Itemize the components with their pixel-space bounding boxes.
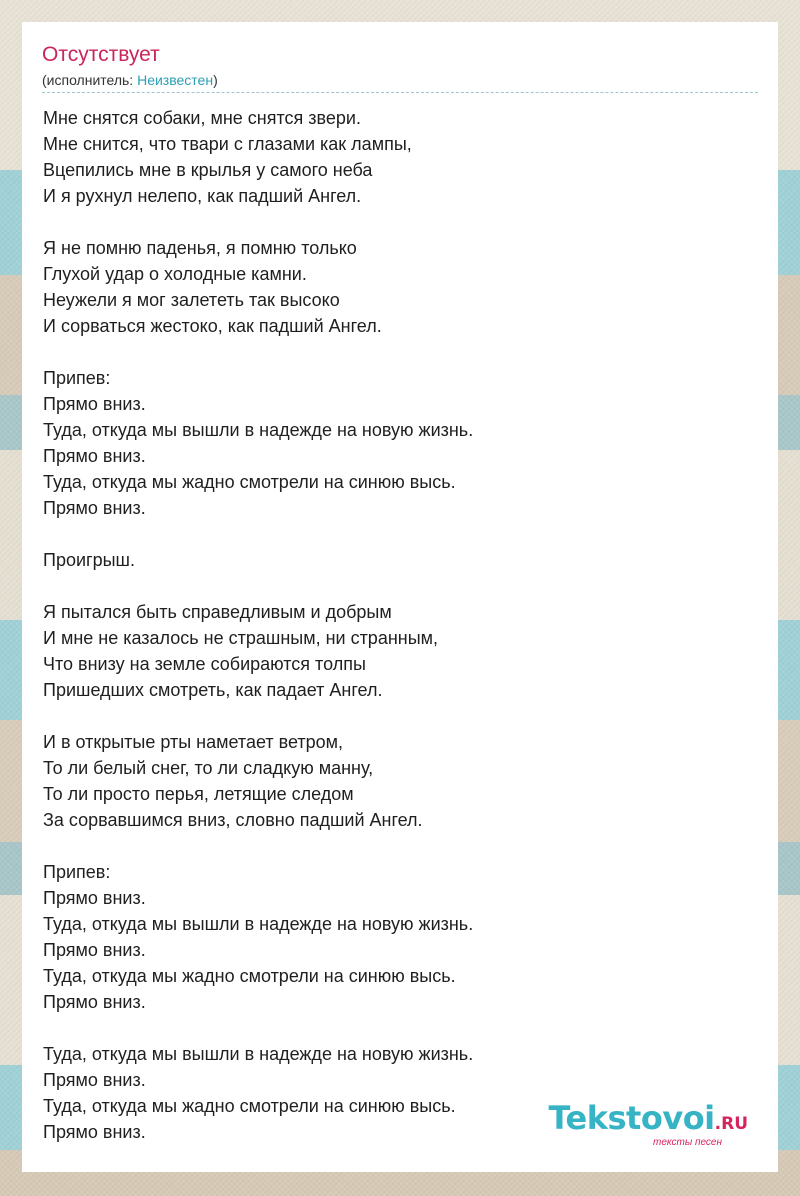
stanza-gap <box>43 521 759 547</box>
lyric-line: Прямо вниз. <box>43 394 146 414</box>
song-header <box>42 42 758 93</box>
performer-prefix: (исполнитель: <box>42 72 138 88</box>
lyrics-text <box>43 105 759 1145</box>
lyric-line: Прямо вниз. <box>43 940 146 960</box>
artist-link[interactable]: Неизвестен <box>137 72 214 88</box>
lyric-line: Прямо вниз. <box>43 1122 146 1142</box>
stanza-gap <box>43 833 759 859</box>
lyric-line: Туда, откуда мы жадно смотрели на синюю высь. <box>43 1096 456 1116</box>
lyric-line: Туда, откуда мы вышли в надежде на новую жизнь. <box>43 914 474 934</box>
lyric-line: Глухой удар о холодные камни. <box>43 264 307 284</box>
song-title: Отсутствует <box>42 43 160 66</box>
lyric-line: И я рухнул нелепо, как падший Ангел. <box>43 186 362 206</box>
stanza-gap <box>43 703 759 729</box>
logo-wordmark <box>548 1101 748 1141</box>
lyrics-card <box>22 22 778 1172</box>
logo-main-text: Tekstovoi <box>548 1099 715 1137</box>
lyric-line: И в открытые рты наметает ветром, <box>43 732 344 752</box>
lyric-line: Мне снится, что твари с глазами как лампы, <box>43 134 412 154</box>
lyric-line: Туда, откуда мы вышли в надежде на новую жизнь. <box>43 1044 474 1064</box>
lyric-line: Вцепились мне в крылья у самого неба <box>43 160 373 180</box>
lyric-line: Прямо вниз. <box>43 1070 146 1090</box>
performer-suffix: ) <box>213 72 218 88</box>
lyric-line: То ли просто перья, летящие следом <box>43 784 354 804</box>
logo-tagline: тексты песен <box>653 1137 722 1148</box>
lyric-line: Что внизу на земле собираются толпы <box>43 654 366 674</box>
lyric-line: Припев: <box>43 862 111 882</box>
stanza-gap <box>43 1015 759 1041</box>
stanza-gap <box>43 339 759 365</box>
lyric-line: Неужели я мог залететь так высоко <box>43 290 340 310</box>
lyric-line: Прямо вниз. <box>43 992 146 1012</box>
lyric-line: Пришедших смотреть, как падает Ангел. <box>43 680 383 700</box>
site-logo[interactable] <box>548 1101 748 1148</box>
lyric-line: За сорвавшимся вниз, словно падший Ангел. <box>43 810 423 830</box>
lyric-line: Припев: <box>43 368 111 388</box>
lyric-line: Туда, откуда мы жадно смотрели на синюю высь. <box>43 472 456 492</box>
logo-tld: .RU <box>714 1114 748 1134</box>
lyric-line: Туда, откуда мы жадно смотрели на синюю высь. <box>43 966 456 986</box>
lyric-line: Прямо вниз. <box>43 446 146 466</box>
performer-line <box>42 71 758 89</box>
lyric-line: Прямо вниз. <box>43 498 146 518</box>
lyric-line: И сорваться жестоко, как падший Ангел. <box>43 316 382 336</box>
stanza-gap <box>43 573 759 599</box>
lyric-line: Проигрыш. <box>43 550 135 570</box>
lyric-line: Я пытался быть справедливым и добрым <box>43 602 392 622</box>
lyric-line: То ли белый снег, то ли сладкую манну, <box>43 758 374 778</box>
lyric-line: Мне снятся собаки, мне снятся звери. <box>43 108 361 128</box>
lyric-line: Я не помню паденья, я помню только <box>43 238 357 258</box>
lyric-line: Туда, откуда мы вышли в надежде на новую жизнь. <box>43 420 474 440</box>
lyric-line: Прямо вниз. <box>43 888 146 908</box>
stanza-gap <box>43 209 759 235</box>
lyric-line: И мне не казалось не страшным, ни странным, <box>43 628 439 648</box>
